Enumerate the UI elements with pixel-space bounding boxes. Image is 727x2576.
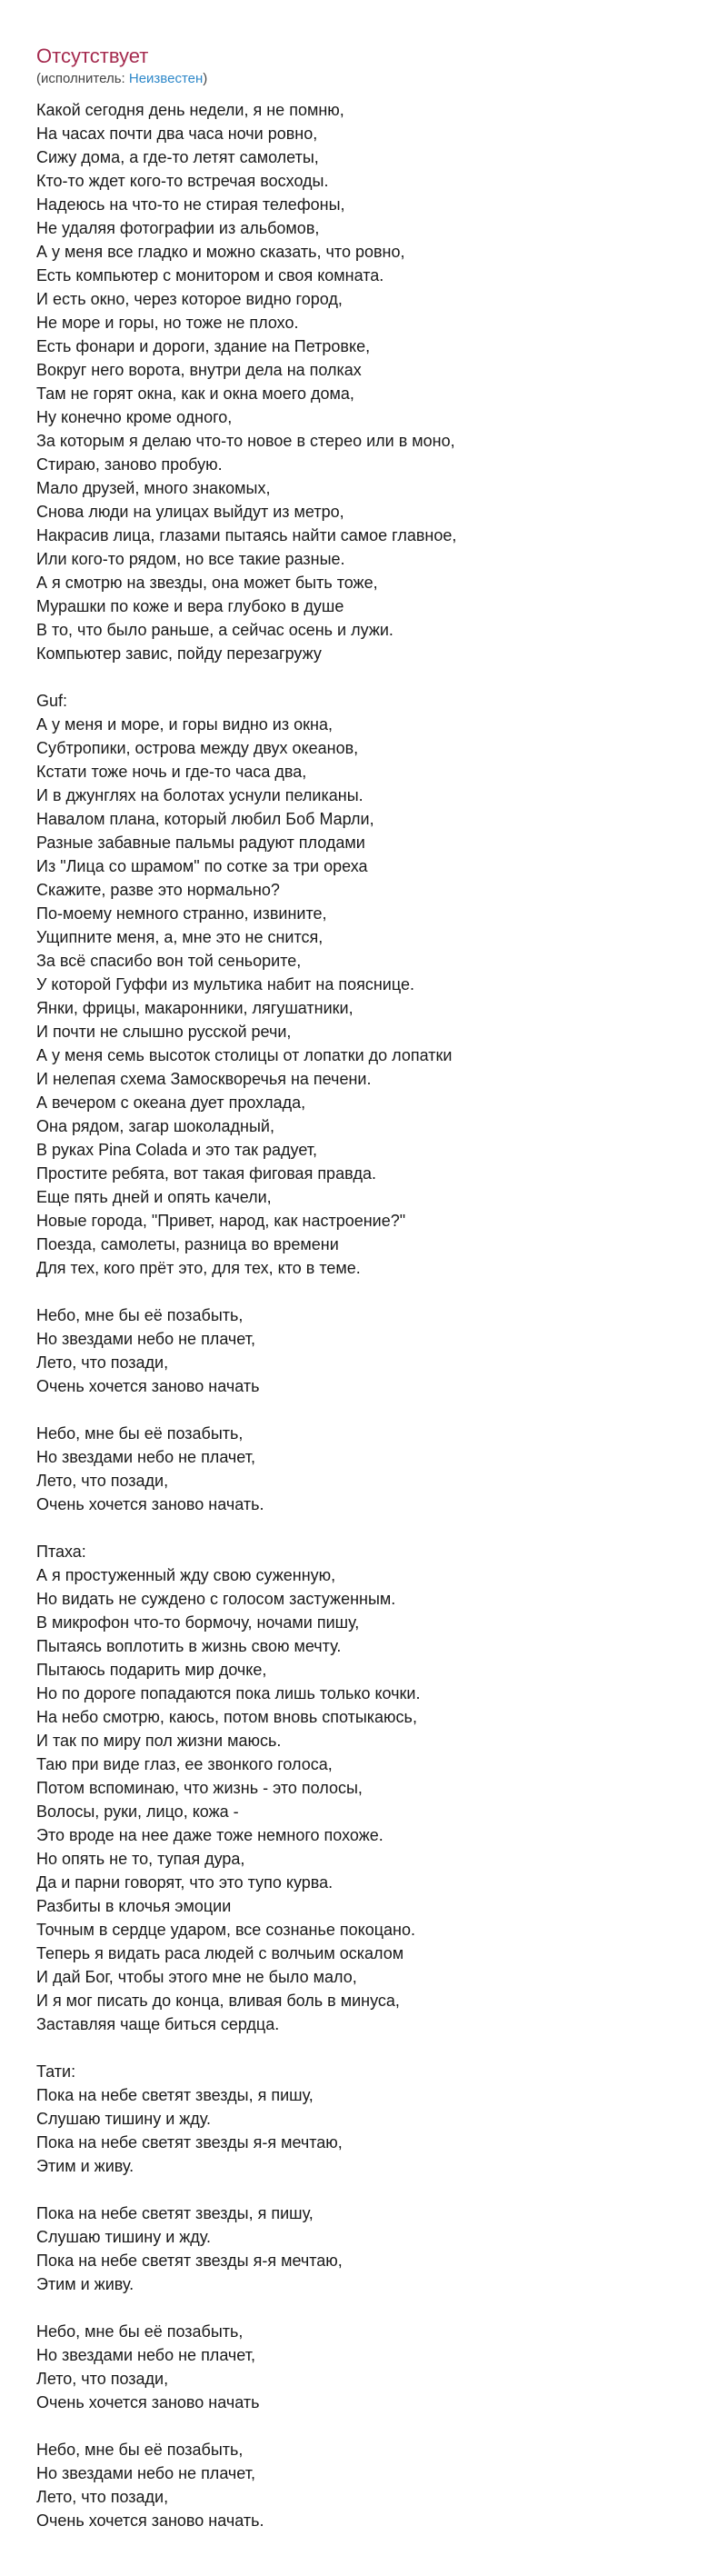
lyric-line: Но по дороге попадаются пока лишь только кочки. <box>36 1684 421 1702</box>
lyrics-page <box>36 44 691 2532</box>
lyric-line: Очень хочется заново начать. <box>36 2511 264 2530</box>
lyric-line: На часах почти два часа ночи ровно, <box>36 125 318 143</box>
lyric-line: Слушаю тишину и жду. <box>36 2228 211 2246</box>
lyric-line: Очень хочется заново начать. <box>36 1495 264 1513</box>
lyric-line: В руках Pina Colada и это так радует, <box>36 1141 317 1159</box>
stanza-break <box>36 2296 691 2320</box>
lyric-line: Какой сегодня день недели, я не помню, <box>36 101 344 119</box>
lyric-line: За всё спасибо вон той сеньорите, <box>36 952 302 970</box>
lyric-line: Она рядом, загар шоколадный, <box>36 1117 274 1135</box>
lyric-line: Очень хочется заново начать <box>36 2393 260 2411</box>
lyric-line: Есть компьютер с монитором и своя комната. <box>36 266 384 285</box>
lyric-line: Но звездами небо не плачет, <box>36 2464 255 2482</box>
stanza-break <box>36 1398 691 1422</box>
lyric-line: Очень хочется заново начать <box>36 1377 260 1395</box>
lyric-line: Сижу дома, а где-то летят самолеты, <box>36 148 319 166</box>
stanza-break <box>36 2414 691 2438</box>
lyric-line: Еще пять дней и опять качели, <box>36 1188 272 1206</box>
lyric-line: Простите ребята, вот такая фиговая правда. <box>36 1164 376 1183</box>
artist-byline <box>36 69 691 89</box>
lyric-line: Субтропики, острова между двух океанов, <box>36 739 359 757</box>
stanza-break <box>36 2036 691 2060</box>
lyric-line: И нелепая схема Замоскворечья на печени. <box>36 1070 372 1088</box>
lyric-line: А у меня семь высоток столицы от лопатки до лопатки <box>36 1046 453 1064</box>
lyric-line: Для тех, кого прёт это, для тех, кто в теме. <box>36 1259 361 1277</box>
lyric-line: Скажите, разве это нормально? <box>36 881 280 899</box>
lyric-line: А я смотрю на звезды, она может быть тоже, <box>36 574 378 592</box>
lyric-line: Янки, фрицы, макаронники, лягушатники, <box>36 999 354 1017</box>
lyric-line: Вокруг него ворота, внутри дела на полках <box>36 361 362 379</box>
lyric-line: В микрофон что-то бормочу, ночами пишу, <box>36 1613 360 1632</box>
lyric-line: Пытаюсь подарить мир дочке, <box>36 1661 267 1679</box>
lyric-line: Птаха: <box>36 1543 86 1561</box>
lyric-line: За которым я делаю что-то новое в стерео или в моно, <box>36 432 455 450</box>
lyric-line: Да и парни говорят, что это тупо курва. <box>36 1873 334 1892</box>
lyric-line: По-моему немного странно, извините, <box>36 904 327 923</box>
lyric-line: Слушаю тишину и жду. <box>36 2110 211 2128</box>
lyric-line: И так по миру пол жизни маюсь. <box>36 1732 282 1750</box>
lyric-line: Ну конечно кроме одного, <box>36 408 233 426</box>
lyric-line: Лето, что позади, <box>36 2488 169 2506</box>
lyric-line: Там не горят окна, как и окна моего дома, <box>36 384 354 403</box>
lyric-line: Накрасив лица, глазами пытаясь найти самое главное, <box>36 526 457 544</box>
stanza-break <box>36 1516 691 1540</box>
lyric-line: И дай Бог, чтобы этого мне не было мало, <box>36 1968 357 1986</box>
lyric-line: И почти не слышно русской речи, <box>36 1023 292 1041</box>
song-title: Отсутствует <box>36 45 149 67</box>
lyric-line: А у меня и море, и горы видно из окна, <box>36 715 333 734</box>
lyric-line: Небо, мне бы её позабыть, <box>36 1306 244 1324</box>
lyric-line: Лето, что позади, <box>36 1353 169 1372</box>
lyric-line: А вечером с океана дует прохлада, <box>36 1093 306 1112</box>
lyric-line: Небо, мне бы её позабыть, <box>36 1424 244 1443</box>
lyric-line: Компьютер завис, пойду перезагружу <box>36 644 322 663</box>
lyric-line: Лето, что позади, <box>36 2370 169 2388</box>
lyric-line: Небо, мне бы её позабыть, <box>36 2322 244 2341</box>
stanza-break <box>36 665 691 689</box>
lyric-line: Не море и горы, но тоже не плохо. <box>36 314 299 332</box>
lyric-line: Или кого-то рядом, но все такие разные. <box>36 550 345 568</box>
stanza-break <box>36 2178 691 2202</box>
lyric-line: Пока на небе светят звезды я-я мечтаю, <box>36 2252 343 2270</box>
lyric-line: Точным в сердце ударом, все сознанье покоцано. <box>36 1921 415 1939</box>
lyric-line: Ущипните меня, а, мне это не снится, <box>36 928 324 946</box>
lyric-line: У которой Гуффи из мультика набит на пояснице. <box>36 975 414 993</box>
lyric-line: Небо, мне бы её позабыть, <box>36 2441 244 2459</box>
lyric-line: Кто-то ждет кого-то встречая восходы. <box>36 172 329 190</box>
lyric-line: Но звездами небо не плачет, <box>36 1330 255 1348</box>
lyric-line: Но звездами небо не плачет, <box>36 1448 255 1466</box>
lyric-line: Это вроде на нее даже тоже немного похоже. <box>36 1826 383 1844</box>
lyric-line: Мало друзей, много знакомых, <box>36 479 271 497</box>
lyric-line: Пока на небе светят звезды, я пишу, <box>36 2204 314 2222</box>
lyric-line: Этим и живу. <box>36 2157 134 2175</box>
lyric-line: Не удаляя фотографии из альбомов, <box>36 219 320 237</box>
lyric-line: В то, что было раньше, а сейчас осень и лужи. <box>36 621 393 639</box>
lyric-line: И я мог писать до конца, вливая боль в минуса, <box>36 1992 400 2010</box>
lyric-line: Тати: <box>36 2062 76 2081</box>
lyric-line: Таю при виде глаз, ее звонкого голоса, <box>36 1755 333 1773</box>
lyric-line: Заставляя чаще биться сердца. <box>36 2015 280 2033</box>
lyric-line: Новые города, "Привет, народ, как настроение?" <box>36 1212 406 1230</box>
lyric-line: На небо смотрю, каюсь, потом вновь спотыкаюсь, <box>36 1708 417 1726</box>
lyric-line: Этим и живу. <box>36 2275 134 2293</box>
lyric-line: Но опять не то, тупая дура, <box>36 1850 245 1868</box>
lyric-line: Волосы, руки, лицо, кожа - <box>36 1802 239 1821</box>
lyric-line: Лето, что позади, <box>36 1472 169 1490</box>
artist-link[interactable]: Неизвестен <box>128 71 204 86</box>
lyric-line: Разбиты в клочья эмоции <box>36 1897 232 1915</box>
lyric-line: Пытаясь воплотить в жизнь свою мечту. <box>36 1637 342 1655</box>
lyric-line: Кстати тоже ночь и где-то часа два, <box>36 763 307 781</box>
lyric-line: Навалом плана, который любил Боб Марли, <box>36 810 374 828</box>
lyric-line: Надеюсь на что-то не стирая телефоны, <box>36 195 345 214</box>
lyric-line: Поезда, самолеты, разница во времени <box>36 1235 339 1253</box>
lyric-line: И есть окно, через которое видно город, <box>36 290 343 308</box>
lyric-line: Снова люди на улицах выйдут из метро, <box>36 503 344 521</box>
lyrics-text <box>36 98 691 2532</box>
lyric-line: Guf: <box>36 692 68 710</box>
artist-suffix: ) <box>203 71 208 86</box>
lyric-line: Потом вспоминаю, что жизнь - это полосы, <box>36 1779 363 1797</box>
lyric-line: Мурашки по коже и вера глубоко в душе <box>36 597 344 615</box>
lyric-line: А у меня все гладко и можно сказать, что ровно, <box>36 243 405 261</box>
lyric-line: Теперь я видать раса людей с волчьим оскалом <box>36 1944 404 1962</box>
lyric-line: Из "Лица со шрамом" по сотке за три ореха <box>36 857 368 875</box>
lyric-line: Но видать не суждено с голосом застуженным. <box>36 1590 396 1608</box>
lyric-line: Но звездами небо не плачет, <box>36 2346 255 2364</box>
lyric-line: Есть фонари и дороги, здание на Петровке, <box>36 337 371 355</box>
lyric-line: Разные забавные пальмы радуют плодами <box>36 834 365 852</box>
lyric-line: А я простуженный жду свою суженную, <box>36 1566 336 1584</box>
lyric-line: И в джунглях на болотах уснули пеликаны. <box>36 786 364 804</box>
lyric-line: Пока на небе светят звезды, я пишу, <box>36 2086 314 2104</box>
artist-prefix: (исполнитель: <box>36 71 129 86</box>
lyric-line: Стираю, заново пробую. <box>36 455 223 474</box>
stanza-break <box>36 1280 691 1303</box>
lyric-line: Пока на небе светят звезды я-я мечтаю, <box>36 2133 343 2152</box>
